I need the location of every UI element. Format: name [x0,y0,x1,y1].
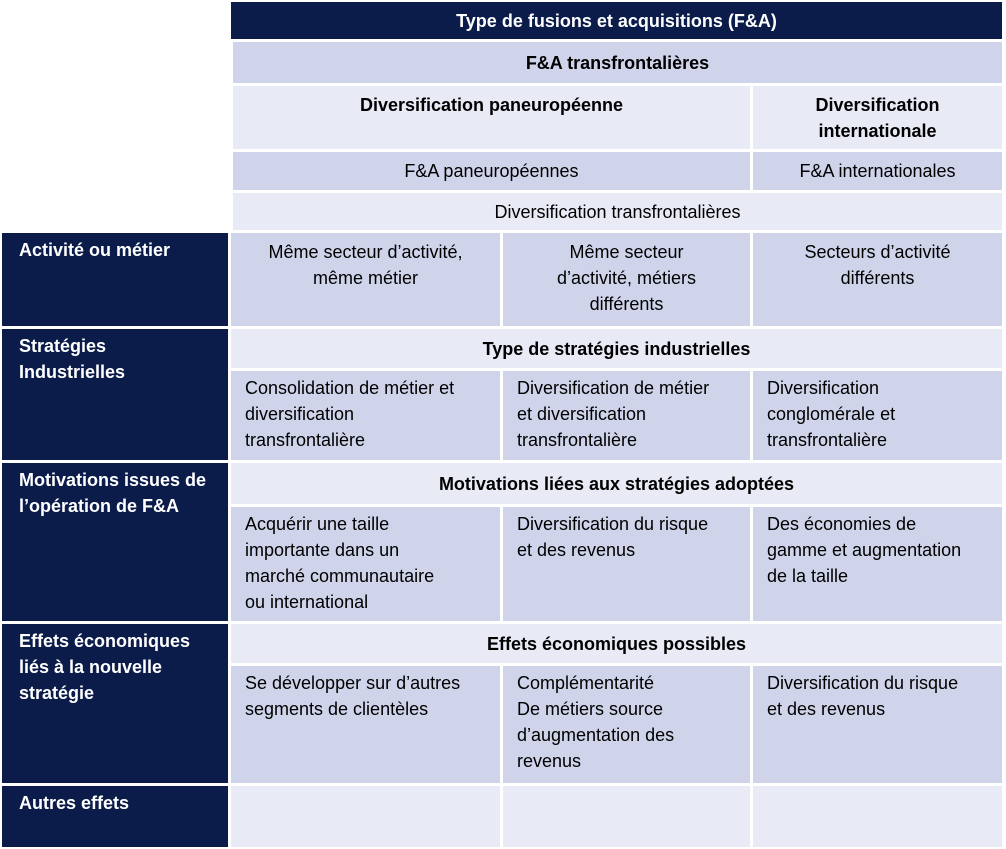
activite-cell-3: Secteurs d’activité différents [753,233,1002,326]
row-header-autres: Autres effets [2,786,228,847]
fa-paneuropeennes: F&A paneuropéennes [233,152,750,190]
strategies-cell-2: Diversification de métier et diversification transfrontalière [503,371,750,460]
motivations-cell-3: Des économies de gamme et augmentation de la taille [753,507,1002,621]
motivations-cell-2: Diversification du risque et des revenus [503,507,750,621]
row-header-motivations: Motivations issues de l’opération de F&A [2,463,228,621]
strategies-cell-1: Consolidation de métier et diversification transfrontalière [231,371,500,460]
autres-cell-2 [503,786,750,847]
effets-cell-3: Diversification du risque et des revenus [753,666,1002,783]
strategies-cell-3: Diversification conglomérale et transfrontalière [753,371,1002,460]
fa-transfrontalieres-header: F&A transfrontalières [233,42,1002,83]
activite-cell-2: Même secteur d’activité, métiers différents [503,233,750,326]
type-fa-header: Type de fusions et acquisitions (F&A) [231,2,1002,39]
diversification-paneuropeenne: Diversification paneuropéenne [233,86,750,149]
fa-internationales: F&A internationales [753,152,1002,190]
autres-cell-1 [231,786,500,847]
row-header-activite: Activité ou métier [2,233,228,326]
autres-cell-3 [753,786,1002,847]
effets-cell-2: Complémentarité De métiers source d’augmentation des revenus [503,666,750,783]
motivations-title: Motivations liées aux stratégies adoptées [231,463,1002,504]
row-header-dimension: Dimension géographique [19,91,139,137]
strategies-title: Type de stratégies industrielles [231,329,1002,368]
activite-cell-1: Même secteur d’activité, même métier [231,233,500,326]
diversification-internationale: Diversification internationale [753,86,1002,149]
effets-cell-1: Se développer sur d’autres segments de clientèles [231,666,500,783]
row-header-strategies: Stratégies Industrielles [2,329,228,460]
row-header-effets: Effets économiques liés à la nouvelle stratégie [2,624,228,783]
motivations-cell-1: Acquérir une taille importante dans un marché communautaire ou international [231,507,500,621]
diversification-transfrontalieres: Diversification transfrontalières [233,193,1002,230]
effets-title: Effets économiques possibles [231,624,1002,663]
